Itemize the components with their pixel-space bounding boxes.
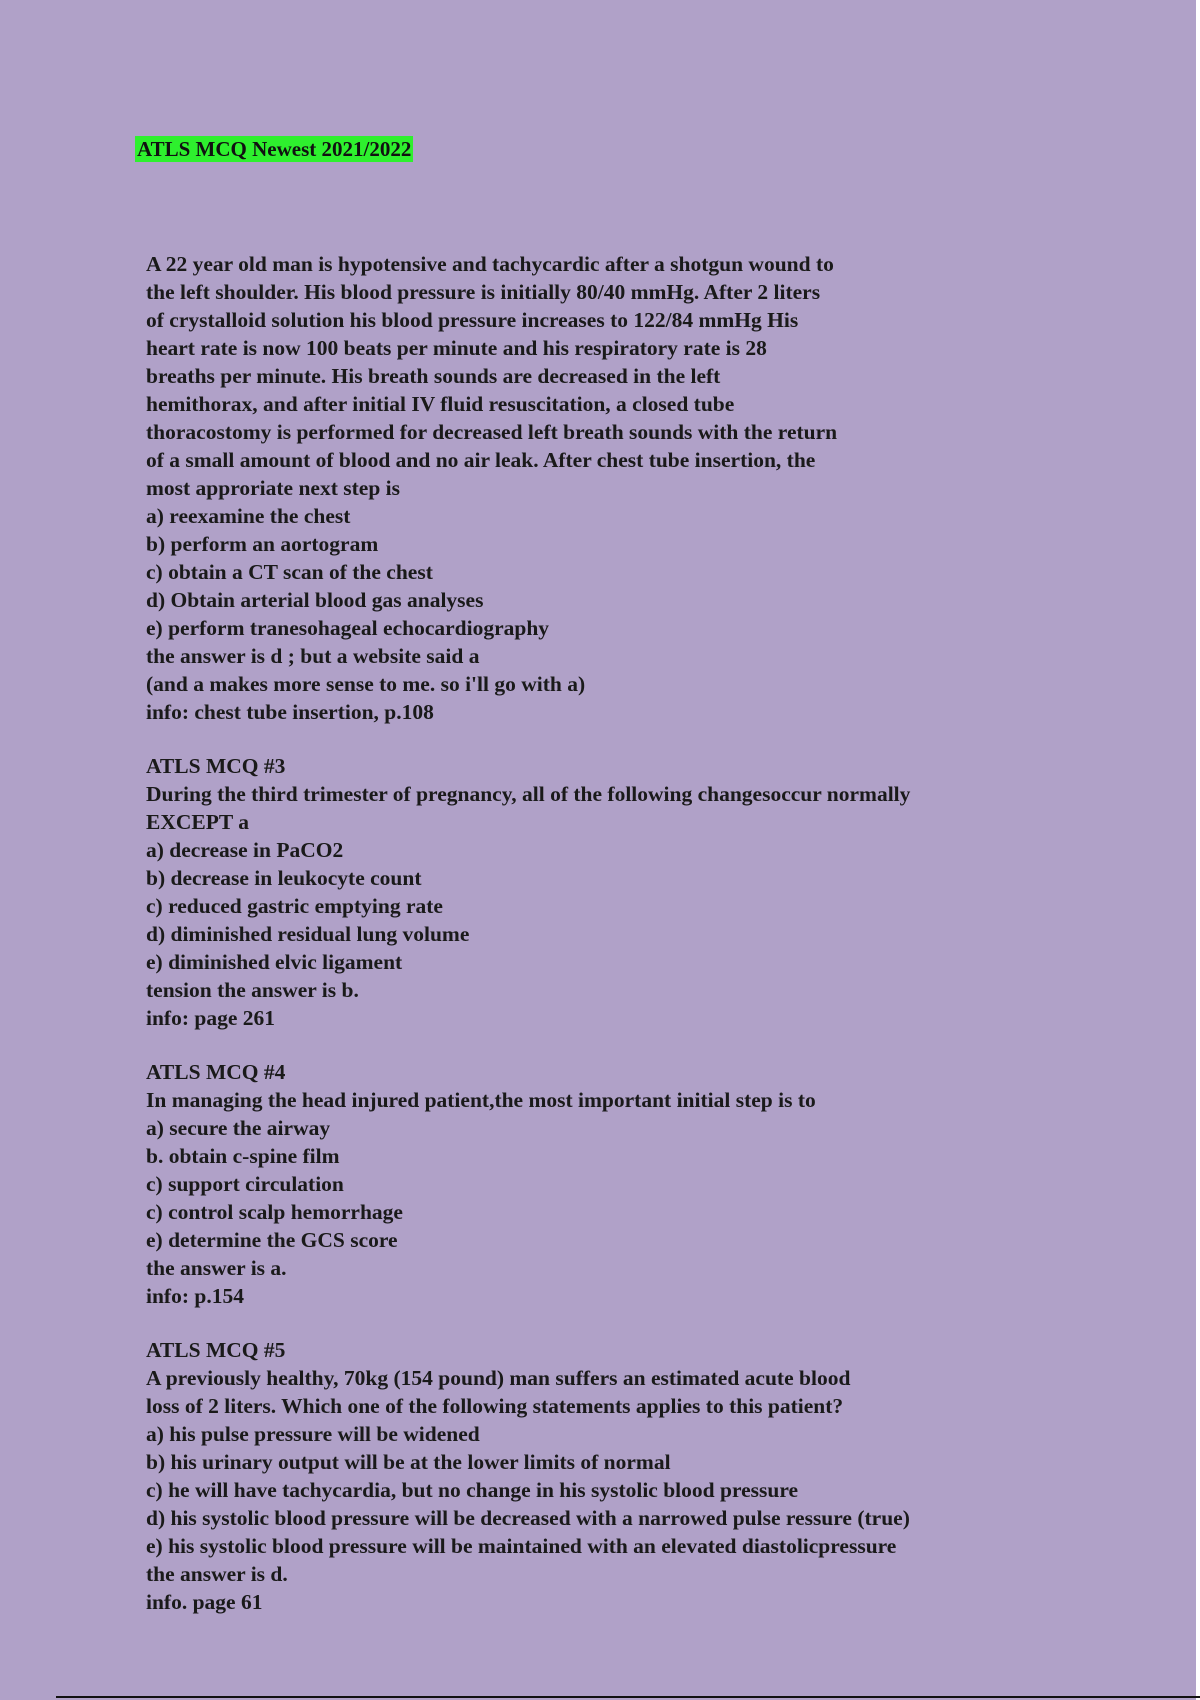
- answer-option: d) Obtain arterial blood gas analyses: [146, 588, 484, 612]
- question-text-line: most approriate next step is: [146, 476, 401, 500]
- question-text-line: A previously healthy, 70kg (154 pound) man suffers an estimated acute blood: [146, 1366, 851, 1390]
- answer-option: b) his urinary output will be at the lower limits of normal: [146, 1450, 671, 1474]
- answer-option: a) decrease in PaCO2: [146, 838, 344, 862]
- answer-text: the answer is a.: [146, 1256, 287, 1280]
- question-block-5: [146, 1336, 1156, 1616]
- info-reference: info: p.154: [146, 1284, 244, 1308]
- answer-option: b. obtain c-spine film: [146, 1144, 340, 1168]
- footer-divider: [56, 1696, 1200, 1698]
- questions-content: [146, 250, 1156, 1642]
- answer-text: the answer is d.: [146, 1562, 288, 1586]
- question-text-line: A 22 year old man is hypotensive and tachycardic after a shotgun wound to: [146, 252, 834, 276]
- question-text-line: thoracostomy is performed for decreased left breath sounds with the return: [146, 420, 838, 444]
- answer-option: e) diminished elvic ligament: [146, 950, 403, 974]
- question-block-3: [146, 752, 1156, 1032]
- answer-option: c) reduced gastric emptying rate: [146, 894, 443, 918]
- document-title-highlighted: ATLS MCQ Newest 2021/2022: [137, 137, 412, 161]
- question-text-line: breaths per minute. His breath sounds are decreased in the left: [146, 364, 721, 388]
- question-text-line: heart rate is now 100 beats per minute and his respiratory rate is 28: [146, 336, 767, 360]
- answer-option: e) determine the GCS score: [146, 1228, 398, 1252]
- answer-text: the answer is d ; but a website said a: [146, 644, 480, 668]
- question-text-line: loss of 2 liters. Which one of the following statements applies to this patient?: [146, 1394, 844, 1418]
- info-reference: info. page 61: [146, 1590, 263, 1614]
- question-text-line: of a small amount of blood and no air leak. After chest tube insertion, the: [146, 448, 816, 472]
- answer-option: a) his pulse pressure will be widened: [146, 1422, 480, 1446]
- answer-option: c) control scalp hemorrhage: [146, 1200, 403, 1224]
- question-heading: ATLS MCQ #5: [146, 1338, 286, 1362]
- answer-option: b) decrease in leukocyte count: [146, 866, 422, 890]
- answer-option: b) perform an aortogram: [146, 532, 379, 556]
- question-text-line: of crystalloid solution his blood pressure increases to 122/84 mmHg His: [146, 308, 799, 332]
- answer-text: tension the answer is b.: [146, 978, 359, 1002]
- answer-option: d) his systolic blood pressure will be decreased with a narrowed pulse ressure (true): [146, 1506, 910, 1530]
- question-block-4: [146, 1058, 1156, 1310]
- question-text-line: In managing the head injured patient,the most important initial step is to: [146, 1088, 816, 1112]
- answer-text: (and a makes more sense to me. so i'll go with a): [146, 672, 586, 696]
- answer-option: e) perform tranesohageal echocardiography: [146, 616, 550, 640]
- page-right-edge: [1196, 0, 1200, 1700]
- question-text-line: During the third trimester of pregnancy, all of the following changesoccur normally: [146, 782, 911, 806]
- answer-option: a) reexamine the chest: [146, 504, 351, 528]
- question-heading: ATLS MCQ #3: [146, 754, 286, 778]
- answer-option: e) his systolic blood pressure will be maintained with an elevated diastolicpressure: [146, 1534, 897, 1558]
- info-reference: info: chest tube insertion, p.108: [146, 700, 434, 724]
- answer-option: c) obtain a CT scan of the chest: [146, 560, 433, 584]
- question-text-line: the left shoulder. His blood pressure is initially 80/40 mmHg. After 2 liters: [146, 280, 821, 304]
- question-text-line: EXCEPT a: [146, 810, 249, 834]
- answer-option: c) support circulation: [146, 1172, 344, 1196]
- question-block-1: [146, 250, 1156, 726]
- question-heading: ATLS MCQ #4: [146, 1060, 286, 1084]
- answer-option: c) he will have tachycardia, but no change in his systolic blood pressure: [146, 1478, 799, 1502]
- answer-option: a) secure the airway: [146, 1116, 331, 1140]
- question-text-line: hemithorax, and after initial IV fluid resuscitation, a closed tube: [146, 392, 735, 416]
- info-reference: info: page 261: [146, 1006, 275, 1030]
- answer-option: d) diminished residual lung volume: [146, 922, 470, 946]
